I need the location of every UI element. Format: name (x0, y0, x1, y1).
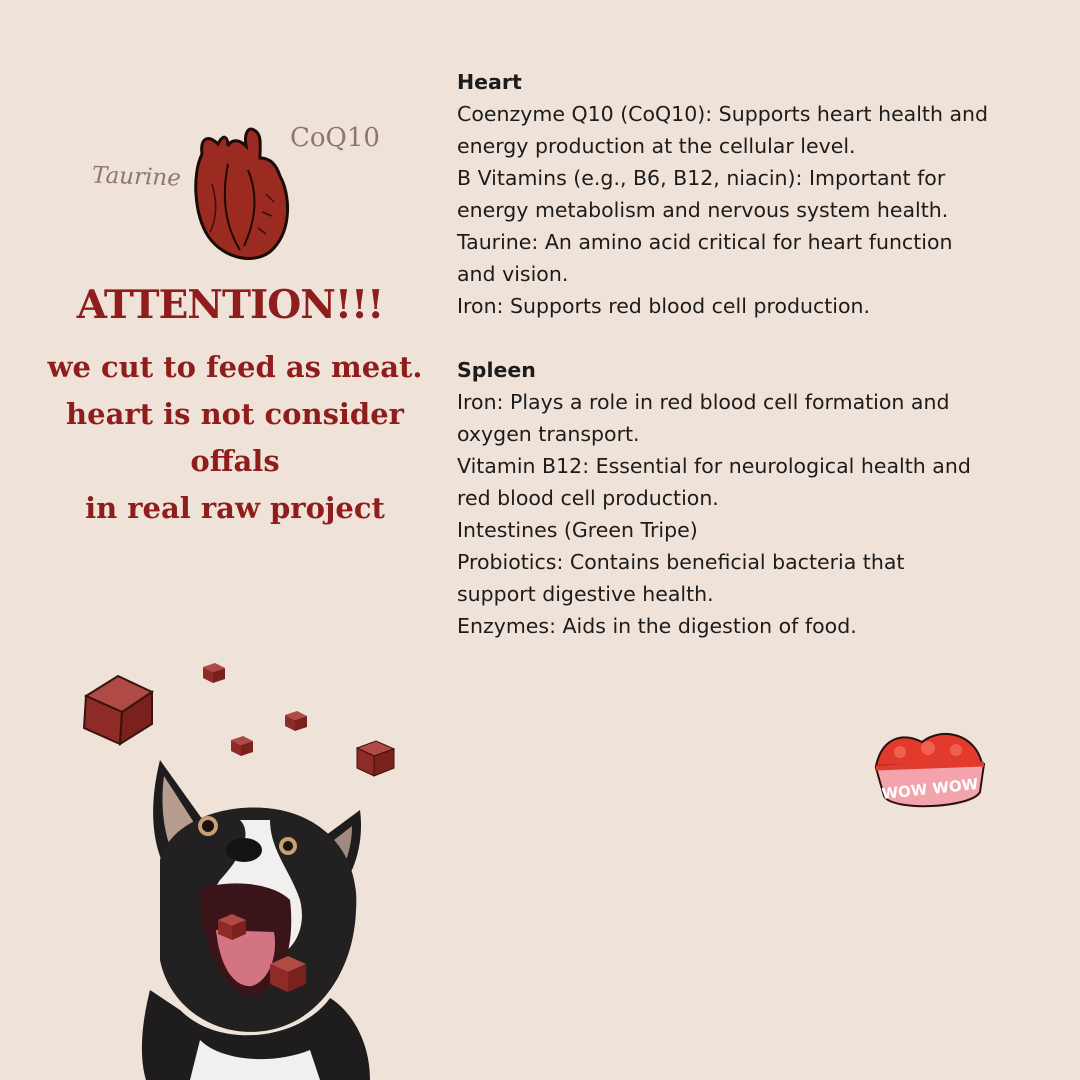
note-line: in real raw project (85, 491, 385, 525)
heart-illustration-icon (188, 124, 298, 266)
heart-line: energy metabolism and nervous system health. (457, 198, 949, 222)
section-gap (457, 322, 1057, 354)
heart-heading: Heart (457, 70, 522, 94)
heart-line: and vision. (457, 262, 569, 286)
food-bowl-icon (872, 730, 990, 812)
spleen-line: support digestive health. (457, 582, 714, 606)
bowl-label: WOW WOW (880, 774, 980, 804)
spleen-line: red blood cell production. (457, 486, 719, 510)
spleen-line: Iron: Plays a role in red blood cell formation and (457, 390, 950, 414)
attention-note (40, 344, 430, 532)
attention-heading: ATTENTION!!! (76, 282, 384, 328)
heart-line: energy production at the cellular level. (457, 134, 856, 158)
spleen-line: Intestines (Green Tripe) (457, 518, 698, 542)
spleen-heading: Spleen (457, 358, 536, 382)
spleen-line: oxygen transport. (457, 422, 640, 446)
nutrient-info (457, 66, 1057, 642)
meat-cube-icon (78, 666, 160, 748)
heart-line: Iron: Supports red blood cell production. (457, 294, 871, 318)
spleen-line: Enzymes: Aids in the digestion of food. (457, 614, 857, 638)
spleen-line: Probiotics: Contains beneficial bacteria that (457, 550, 905, 574)
spleen-line: Vitamin B12: Essential for neurological health and (457, 454, 971, 478)
dog-photo (120, 740, 400, 1080)
meat-cube-icon (283, 709, 309, 733)
heart-line: Taurine: An amino acid critical for heart function (457, 230, 953, 254)
note-line: heart is not consider offals (66, 397, 404, 478)
coq10-label: CoQ10 (290, 123, 380, 153)
heart-line: Coenzyme Q10 (CoQ10): Supports heart health and (457, 102, 989, 126)
heart-line: B Vitamins (e.g., B6, B12, niacin): Important for (457, 166, 946, 190)
meat-cube-icon (201, 661, 227, 685)
taurine-label: Taurine (91, 162, 182, 192)
note-line: we cut to feed as meat. (47, 350, 423, 384)
